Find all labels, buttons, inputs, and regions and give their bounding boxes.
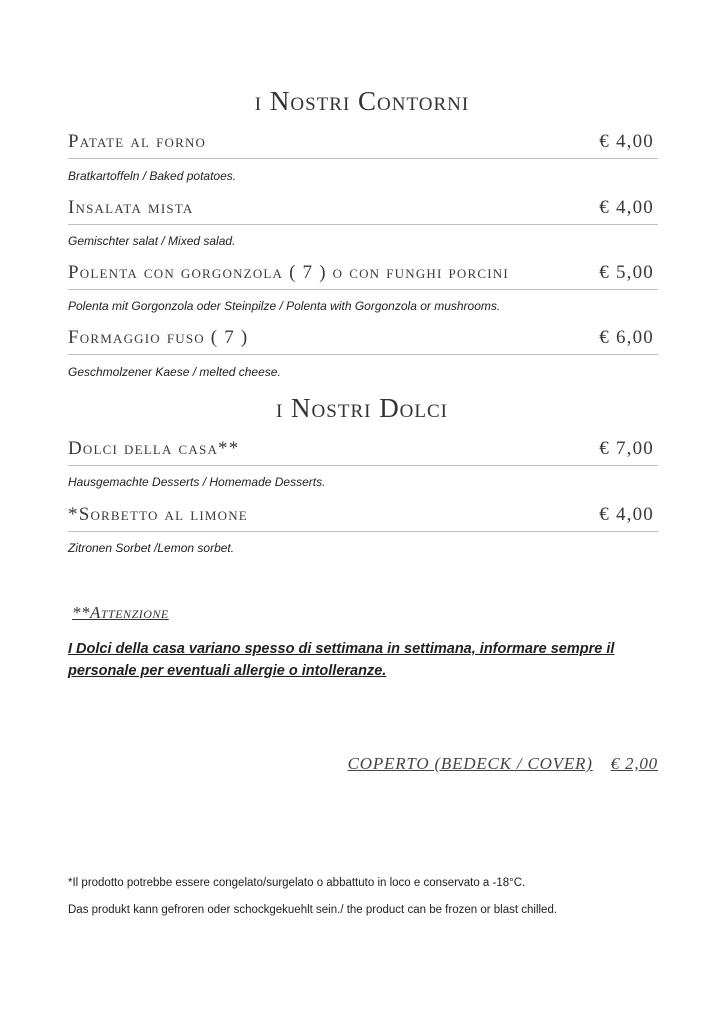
item-description: Hausgemachte Desserts / Homemade Desserts. [68, 475, 326, 489]
menu-item-patate [68, 130, 658, 159]
menu-item-sorbetto [68, 503, 658, 532]
item-name: Insalata mista [68, 197, 194, 218]
item-description: Polenta mit Gorgonzola oder Steinpilze / Polenta with Gorgonzola or mushrooms. [68, 299, 501, 313]
menu-item-insalata [68, 196, 658, 225]
menu-item-dolci-casa [68, 437, 658, 466]
item-description: Geschmolzener Kaese / melted cheese. [68, 365, 281, 379]
item-price: € 5,00 [599, 262, 654, 283]
dolci-title: i Nostri Dolci [275, 393, 449, 423]
coperto-label: COPERTO (BEDECK / COVER) [347, 754, 593, 773]
item-description: Zitronen Sorbet /Lemon sorbet. [68, 541, 235, 555]
item-price: € 7,00 [599, 438, 654, 459]
coperto-price: € 2,00 [610, 754, 658, 773]
item-name: Patate al forno [68, 131, 207, 152]
menu-item-polenta [68, 261, 658, 290]
item-description: Bratkartoffeln / Baked potatoes. [68, 169, 237, 183]
item-description: Gemischter salat / Mixed salad. [68, 234, 236, 248]
coperto-line [348, 754, 658, 774]
item-name: Dolci della casa** [68, 438, 240, 459]
footnote-frozen-de-en: Das produkt kann gefroren oder schockgekuehlt sein./ the product can be frozen or blast chilled. [68, 904, 558, 916]
item-price: € 4,00 [599, 504, 654, 525]
attention-text: I Dolci della casa variano spesso di settimana in settimana, informare sempre il personale per eventuali allergie o intolleranze. [68, 641, 615, 679]
item-price: € 6,00 [599, 327, 654, 348]
contorni-title: i Nostri Contorni [254, 86, 470, 116]
item-name: *Sorbetto al limone [68, 504, 248, 525]
attention-title: **Attenzione [72, 603, 169, 622]
item-price: € 4,00 [599, 197, 654, 218]
menu-item-formaggio [68, 326, 658, 355]
item-name: Polenta con gorgonzola ( 7 ) o con funghi porcini [68, 262, 509, 283]
item-price: € 4,00 [599, 131, 654, 152]
footnote-frozen-it: *Il prodotto potrebbe essere congelato/surgelato o abbattuto in loco e conservato a -18°C. [68, 877, 526, 889]
item-name: Formaggio fuso ( 7 ) [68, 327, 249, 348]
